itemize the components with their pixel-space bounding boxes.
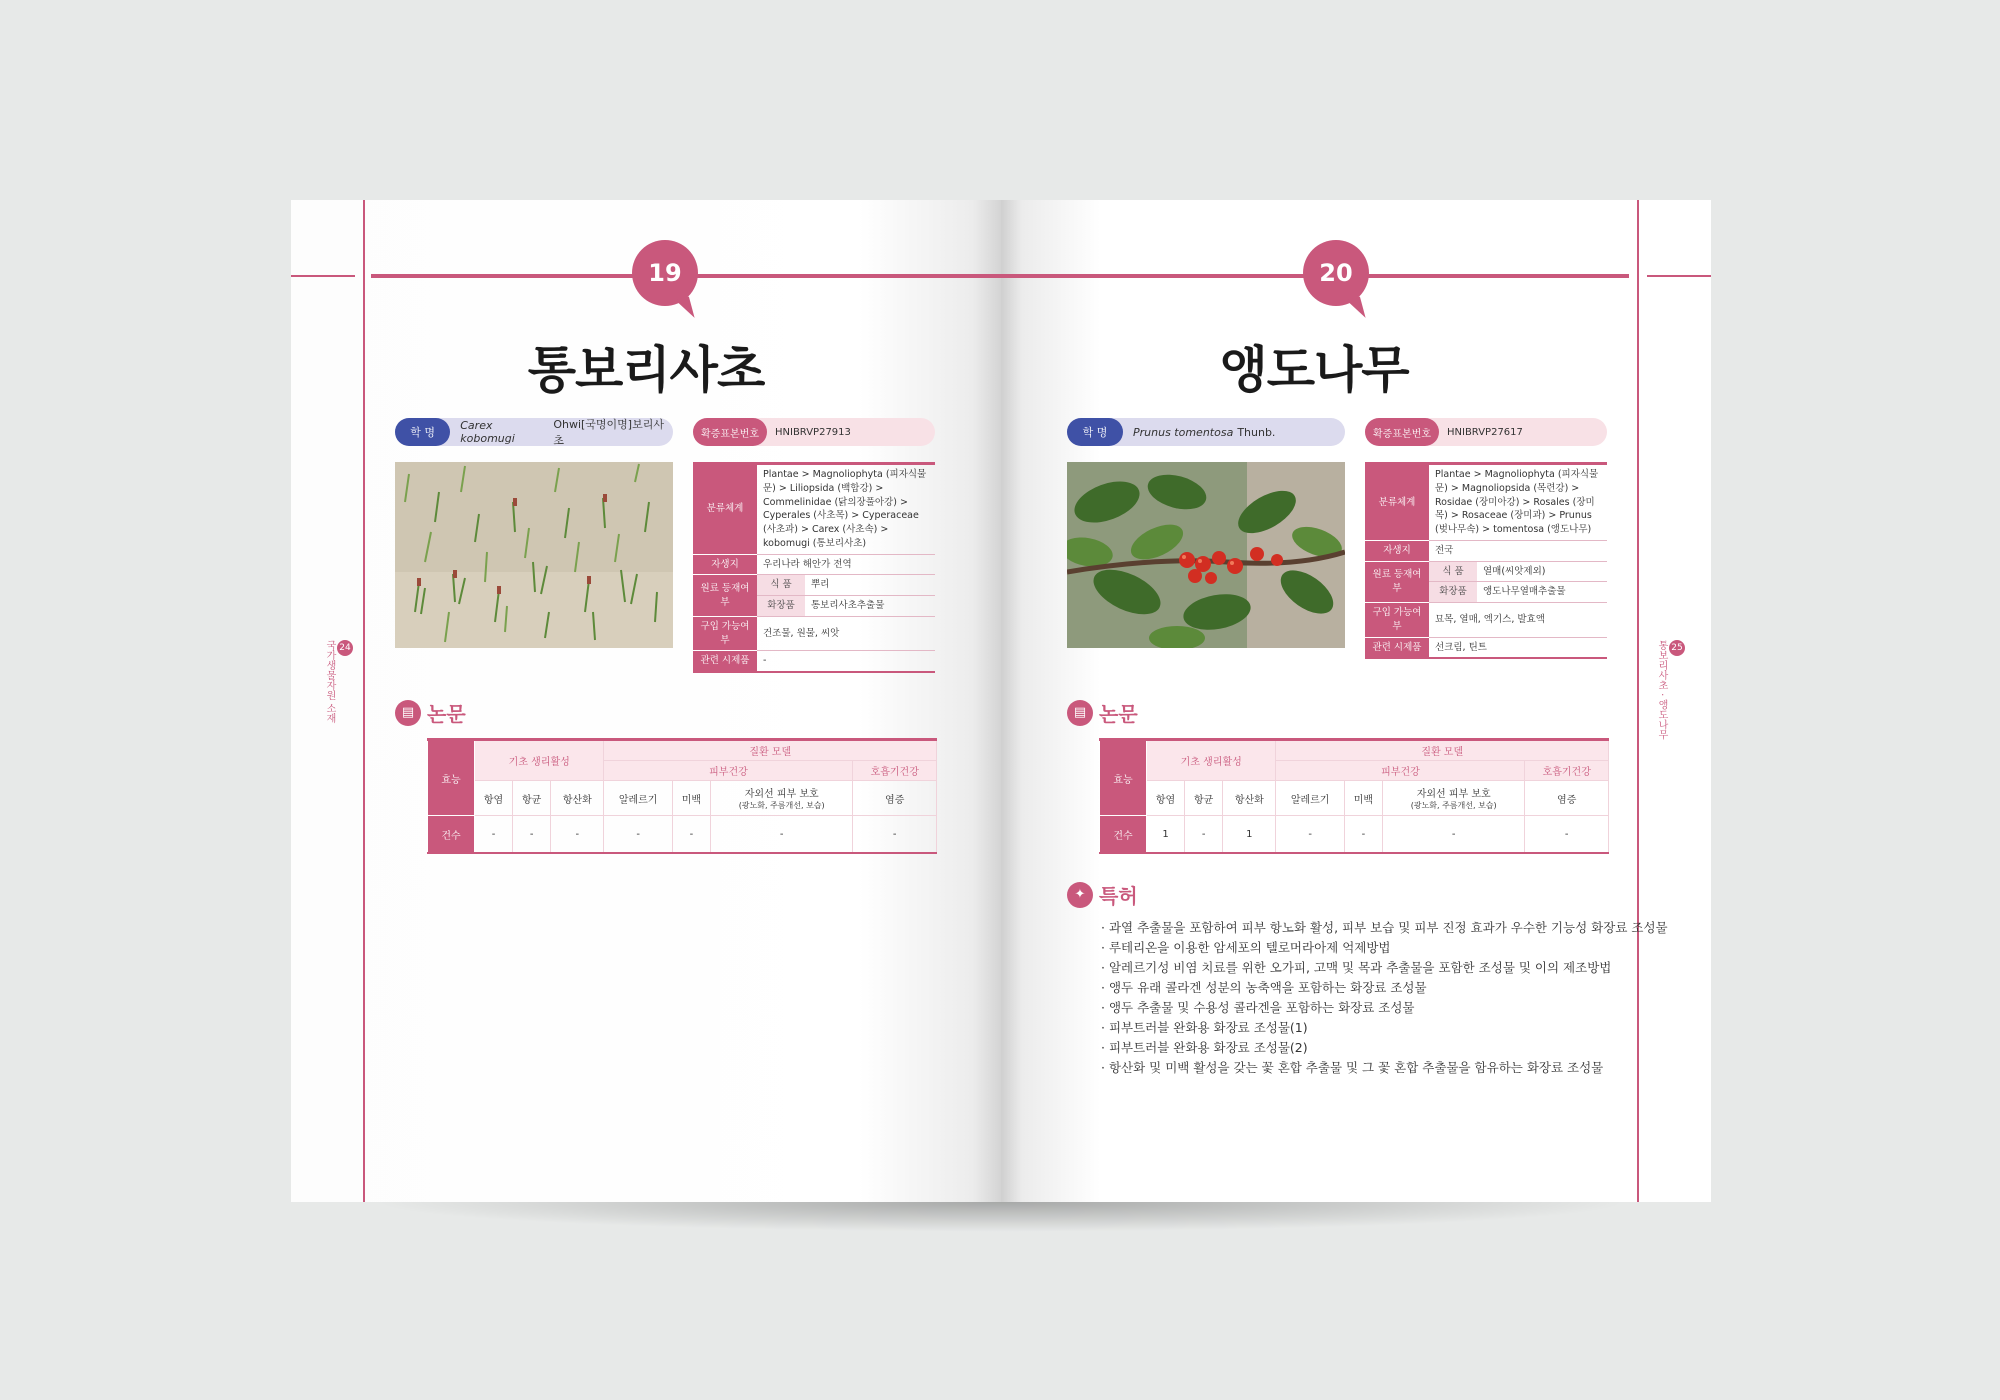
availability-header: 구입 가능여부 xyxy=(693,616,757,651)
specimen-number-value: HNIBRVP27617 xyxy=(1447,426,1523,438)
habitat-value: 전국 xyxy=(1429,540,1607,561)
specimen-number-bar xyxy=(1365,418,1607,446)
effect-header: 효능 xyxy=(1100,740,1147,816)
specimen-number-value: HNIBRVP27913 xyxy=(775,426,851,438)
cosmetic-header: 화장품 xyxy=(1429,582,1477,603)
right-page xyxy=(1001,200,1711,1202)
patent-item: · 피부트러블 완화용 화장료 조성물(1) xyxy=(1101,1020,1308,1035)
food-header: 식 품 xyxy=(1429,561,1477,582)
taxonomy-header: 분류체계 xyxy=(1365,464,1429,541)
species-info-table xyxy=(693,462,935,673)
products-value: 선크림, 틴트 xyxy=(1429,637,1607,658)
specimen-number-label: 확증표본번호 xyxy=(1365,418,1439,446)
scientific-name-label: 학 명 xyxy=(395,418,450,446)
habitat-header: 자생지 xyxy=(1365,540,1429,561)
col-antibacterial: 항균 xyxy=(1185,781,1223,816)
count-value: - xyxy=(853,816,937,854)
papers-section-label: 논문 xyxy=(1099,702,1138,726)
effect-header: 효능 xyxy=(428,740,475,816)
food-value: 열매(씨앗제외) xyxy=(1477,561,1607,582)
availability-value: 묘목, 열매, 엑기스, 발효액 xyxy=(1429,603,1607,638)
count-header: 건수 xyxy=(1100,816,1147,854)
left-rule-outer xyxy=(291,275,355,277)
products-value: - xyxy=(757,651,935,672)
side-running-text: 통보리사초 · 앵도나무 xyxy=(1656,640,1667,740)
habitat-header: 자생지 xyxy=(693,554,757,575)
col-uv-label: 자외선 피부 보호 xyxy=(744,789,819,800)
scientific-name-bar xyxy=(1067,418,1345,446)
scientific-name-rest: Thunb. xyxy=(1237,425,1276,439)
count-value: 1 xyxy=(1223,816,1276,854)
side-running-text: 국가생물자원 소재 xyxy=(324,640,335,724)
entry-number-badge: 20 xyxy=(1303,240,1369,306)
open-booklet xyxy=(291,200,1711,1202)
col-allergy: 알레르기 xyxy=(604,781,672,816)
right-rule-outer xyxy=(1647,275,1711,277)
lightbulb-icon: ✦ xyxy=(1067,882,1093,908)
col-antioxidant: 항산화 xyxy=(551,781,604,816)
registration-header: 원료 등재여부 xyxy=(1365,561,1429,603)
registration-header: 원료 등재여부 xyxy=(693,575,757,617)
page-number: 24 xyxy=(337,640,353,656)
document-icon: ▤ xyxy=(395,700,421,726)
patent-item: · 앵두 추출물 및 수용성 콜라겐을 포함하는 화장료 조성물 xyxy=(1101,1000,1415,1015)
count-value: - xyxy=(475,816,513,854)
col-uv-label: 자외선 피부 보호 xyxy=(1416,789,1491,800)
page-title: 앵도나무 xyxy=(1219,341,1409,399)
count-value: - xyxy=(513,816,551,854)
col-allergy: 알레르기 xyxy=(1276,781,1344,816)
count-value: - xyxy=(1276,816,1344,854)
plant-photo-sedge xyxy=(395,462,673,648)
respiratory-health-header: 호흡기건강 xyxy=(853,761,937,781)
col-antioxidant: 항산화 xyxy=(1223,781,1276,816)
patent-item: · 과열 추출물을 포함하여 피부 항노화 활성, 피부 보습 및 피부 진정 효과가 우수한 기능성 화장료 조성물 xyxy=(1101,920,1668,935)
products-header: 관련 시제품 xyxy=(1365,637,1429,658)
habitat-value: 우리나라 해안가 전역 xyxy=(757,554,935,575)
patent-item: · 루테리온을 이용한 암세포의 텔로머라아제 억제방법 xyxy=(1101,940,1391,955)
side-running-header xyxy=(324,640,353,724)
left-page xyxy=(291,200,1001,1202)
taxonomy-value: Plantae > Magnoliophyta (피자식물문) > Liliopsida (백합강) > Commelinidae (닭의장풀아강) > Cyperales (사초목) > Cyperaceae (사초과) > Carex (사초속) > kobomugi (통보리사초) xyxy=(757,464,935,555)
specimen-number-label: 확증표본번호 xyxy=(693,418,767,446)
count-value: - xyxy=(1382,816,1525,854)
col-uv-sub: (광노화, 주름개선, 보습) xyxy=(1410,801,1497,810)
count-value: - xyxy=(1185,816,1223,854)
patent-list xyxy=(1101,918,1668,1078)
papers-table xyxy=(427,738,937,854)
products-header: 관련 시제품 xyxy=(693,651,757,672)
cosmetic-value: 통보리사초추출물 xyxy=(805,596,935,617)
count-value: - xyxy=(604,816,672,854)
scientific-name-rest: Ohwi[국명이명]보리사초 xyxy=(553,418,664,447)
papers-section-label: 논문 xyxy=(427,702,466,726)
plant-photo-cherry xyxy=(1067,462,1345,648)
specimen-number-bar xyxy=(693,418,935,446)
disease-model-header: 질환 모델 xyxy=(1276,740,1609,761)
taxonomy-value: Plantae > Magnoliophyta (피자식물문) > Magnoliopsida (목련강) > Rosidae (장미아강) > Rosales (장미목) > Rosaceae (장미과) > Prunus (벚나무속) > tomentosa (앵도나무) xyxy=(1429,464,1607,541)
cosmetic-header: 화장품 xyxy=(757,596,805,617)
scientific-name-italic: Prunus tomentosa xyxy=(1133,425,1234,439)
col-uv-sub: (광노화, 주름개선, 보습) xyxy=(738,801,825,810)
availability-value: 건조물, 원물, 씨앗 xyxy=(757,616,935,651)
col-antibacterial: 항균 xyxy=(513,781,551,816)
scientific-name-label: 학 명 xyxy=(1067,418,1123,446)
patent-item: · 피부트러블 완화용 화장료 조성물(2) xyxy=(1101,1040,1308,1055)
document-icon: ▤ xyxy=(1067,700,1093,726)
skin-health-header: 피부건강 xyxy=(604,761,853,781)
col-anti-inflammatory: 항염 xyxy=(475,781,513,816)
count-value: - xyxy=(551,816,604,854)
patent-item: · 항산화 및 미백 활성을 갖는 꽃 혼합 추출물 및 그 꽃 혼합 추출물을 함유하는 화장료 조성물 xyxy=(1101,1060,1604,1075)
col-whitening: 미백 xyxy=(672,781,710,816)
col-uv-protection xyxy=(1382,781,1525,816)
col-inflammation: 염증 xyxy=(1525,781,1609,816)
patent-item: · 알레르기성 비염 치료를 위한 오가피, 고맥 및 목과 추출물을 포함한 조성물 및 이의 제조방법 xyxy=(1101,960,1612,975)
scientific-name-bar xyxy=(395,418,673,446)
page-number: 25 xyxy=(1669,640,1685,656)
col-anti-inflammatory: 항염 xyxy=(1147,781,1185,816)
cosmetic-value: 앵도나무열매추출물 xyxy=(1477,582,1607,603)
basic-activity-header: 기초 생리활성 xyxy=(475,740,604,781)
taxonomy-header: 분류체계 xyxy=(693,464,757,555)
count-value: - xyxy=(1525,816,1609,854)
entry-number-badge: 19 xyxy=(632,240,698,306)
food-header: 식 품 xyxy=(757,575,805,596)
count-value: - xyxy=(710,816,853,854)
col-inflammation: 염증 xyxy=(853,781,937,816)
count-value: - xyxy=(1344,816,1382,854)
food-value: 뿌리 xyxy=(805,575,935,596)
availability-header: 구입 가능여부 xyxy=(1365,603,1429,638)
count-value: 1 xyxy=(1147,816,1185,854)
page-title: 통보리사초 xyxy=(527,341,765,399)
papers-section-heading xyxy=(1067,698,1138,727)
patent-item: · 앵두 유래 콜라겐 성분의 농축액을 포함하는 화장료 조성물 xyxy=(1101,980,1427,995)
side-running-header xyxy=(1656,640,1685,740)
papers-section-heading xyxy=(395,698,466,727)
respiratory-health-header: 호흡기건강 xyxy=(1525,761,1609,781)
skin-health-header: 피부건강 xyxy=(1276,761,1525,781)
patents-section-label: 특허 xyxy=(1099,884,1138,908)
patents-section-heading xyxy=(1067,880,1138,909)
count-header: 건수 xyxy=(428,816,475,854)
species-info-table xyxy=(1365,462,1607,659)
col-whitening: 미백 xyxy=(1344,781,1382,816)
disease-model-header: 질환 모델 xyxy=(604,740,937,761)
basic-activity-header: 기초 생리활성 xyxy=(1147,740,1276,781)
col-uv-protection xyxy=(710,781,853,816)
papers-table xyxy=(1099,738,1609,854)
scientific-name-italic: Carex kobomugi xyxy=(460,419,515,445)
count-value: - xyxy=(672,816,710,854)
